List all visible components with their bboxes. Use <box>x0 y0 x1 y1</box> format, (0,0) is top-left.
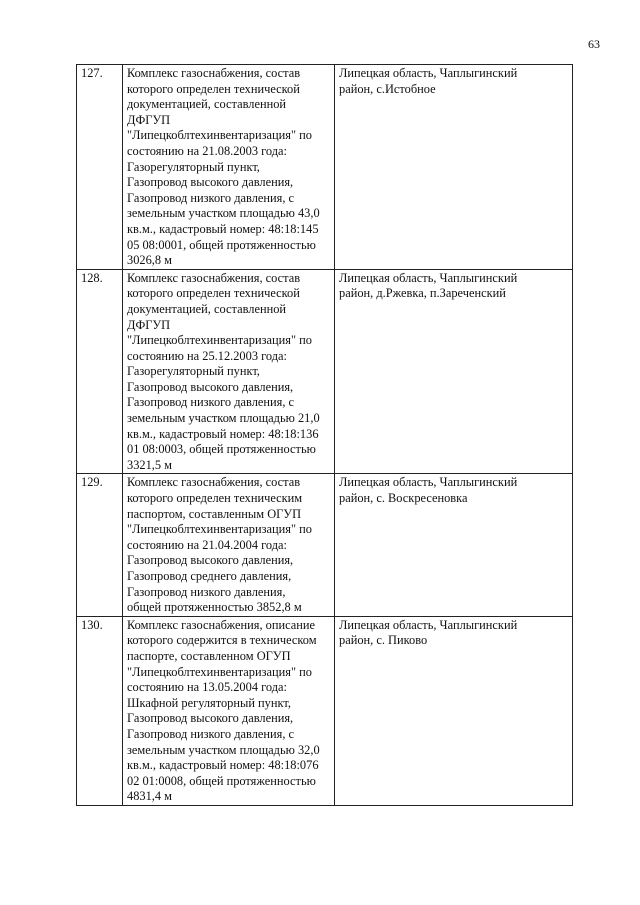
property-description: Комплекс газоснабжения, состав которого определен технической документацией, составленной ДФГУП "Липецкоблтехинвентаризация" по состоянию на 21.08.2003 года: Газорегуляторный пункт, Газопровод высокого давления, Газопровод низкого давления, с земельным участком площадью 43,0 кв.м., кадастровый номер: 48:18:145 05 08:0001, общей протяженностью 3026,8 м <box>123 65 335 270</box>
property-location: Липецкая область, Чаплыгинский район, с. Пиково <box>335 616 573 805</box>
property-location: Липецкая область, Чаплыгинский район, с. Воскресеновка <box>335 474 573 616</box>
table-row <box>77 269 573 474</box>
property-description: Комплекс газоснабжения, состав которого определен техническим паспортом, составленным ОГУП "Липецкоблтехинвентаризация" по состоянию на 21.04.2004 года: Газопровод высокого давления, Газопровод среднего давления, Газопровод низкого давления, общей протяженностью 3852,8 м <box>123 474 335 616</box>
property-location: Липецкая область, Чаплыгинский район, с.Истобное <box>335 65 573 270</box>
row-number: 128. <box>77 269 123 474</box>
row-number: 127. <box>77 65 123 270</box>
property-description: Комплекс газоснабжения, описание которого содержится в техническом паспорте, составленном ОГУП "Липецкоблтехинвентаризация" по состоянию на 13.05.2004 года: Шкафной регуляторный пункт, Газопровод высокого давления, Газопровод низкого давления, с земельным участком площадью 32,0 кв.м., кадастровый номер: 48:18:076 02 01:0008, общей протяженностью 4831,4 м <box>123 616 335 805</box>
table-row <box>77 616 573 805</box>
property-description: Комплекс газоснабжения, состав которого определен технической документацией, составленной ДФГУП "Липецкоблтехинвентаризация" по состоянию на 25.12.2003 года: Газорегуляторный пункт, Газопровод высокого давления, Газопровод низкого давления, с земельным участком площадью 21,0 кв.м., кадастровый номер: 48:18:136 01 08:0003, общей протяженностью 3321,5 м <box>123 269 335 474</box>
row-number: 130. <box>77 616 123 805</box>
table-row <box>77 474 573 616</box>
property-registry-table <box>76 64 573 806</box>
row-number: 129. <box>77 474 123 616</box>
property-location: Липецкая область, Чаплыгинский район, д.Ржевка, п.Зареченский <box>335 269 573 474</box>
page-number: 63 <box>588 37 600 51</box>
table-row <box>77 65 573 270</box>
